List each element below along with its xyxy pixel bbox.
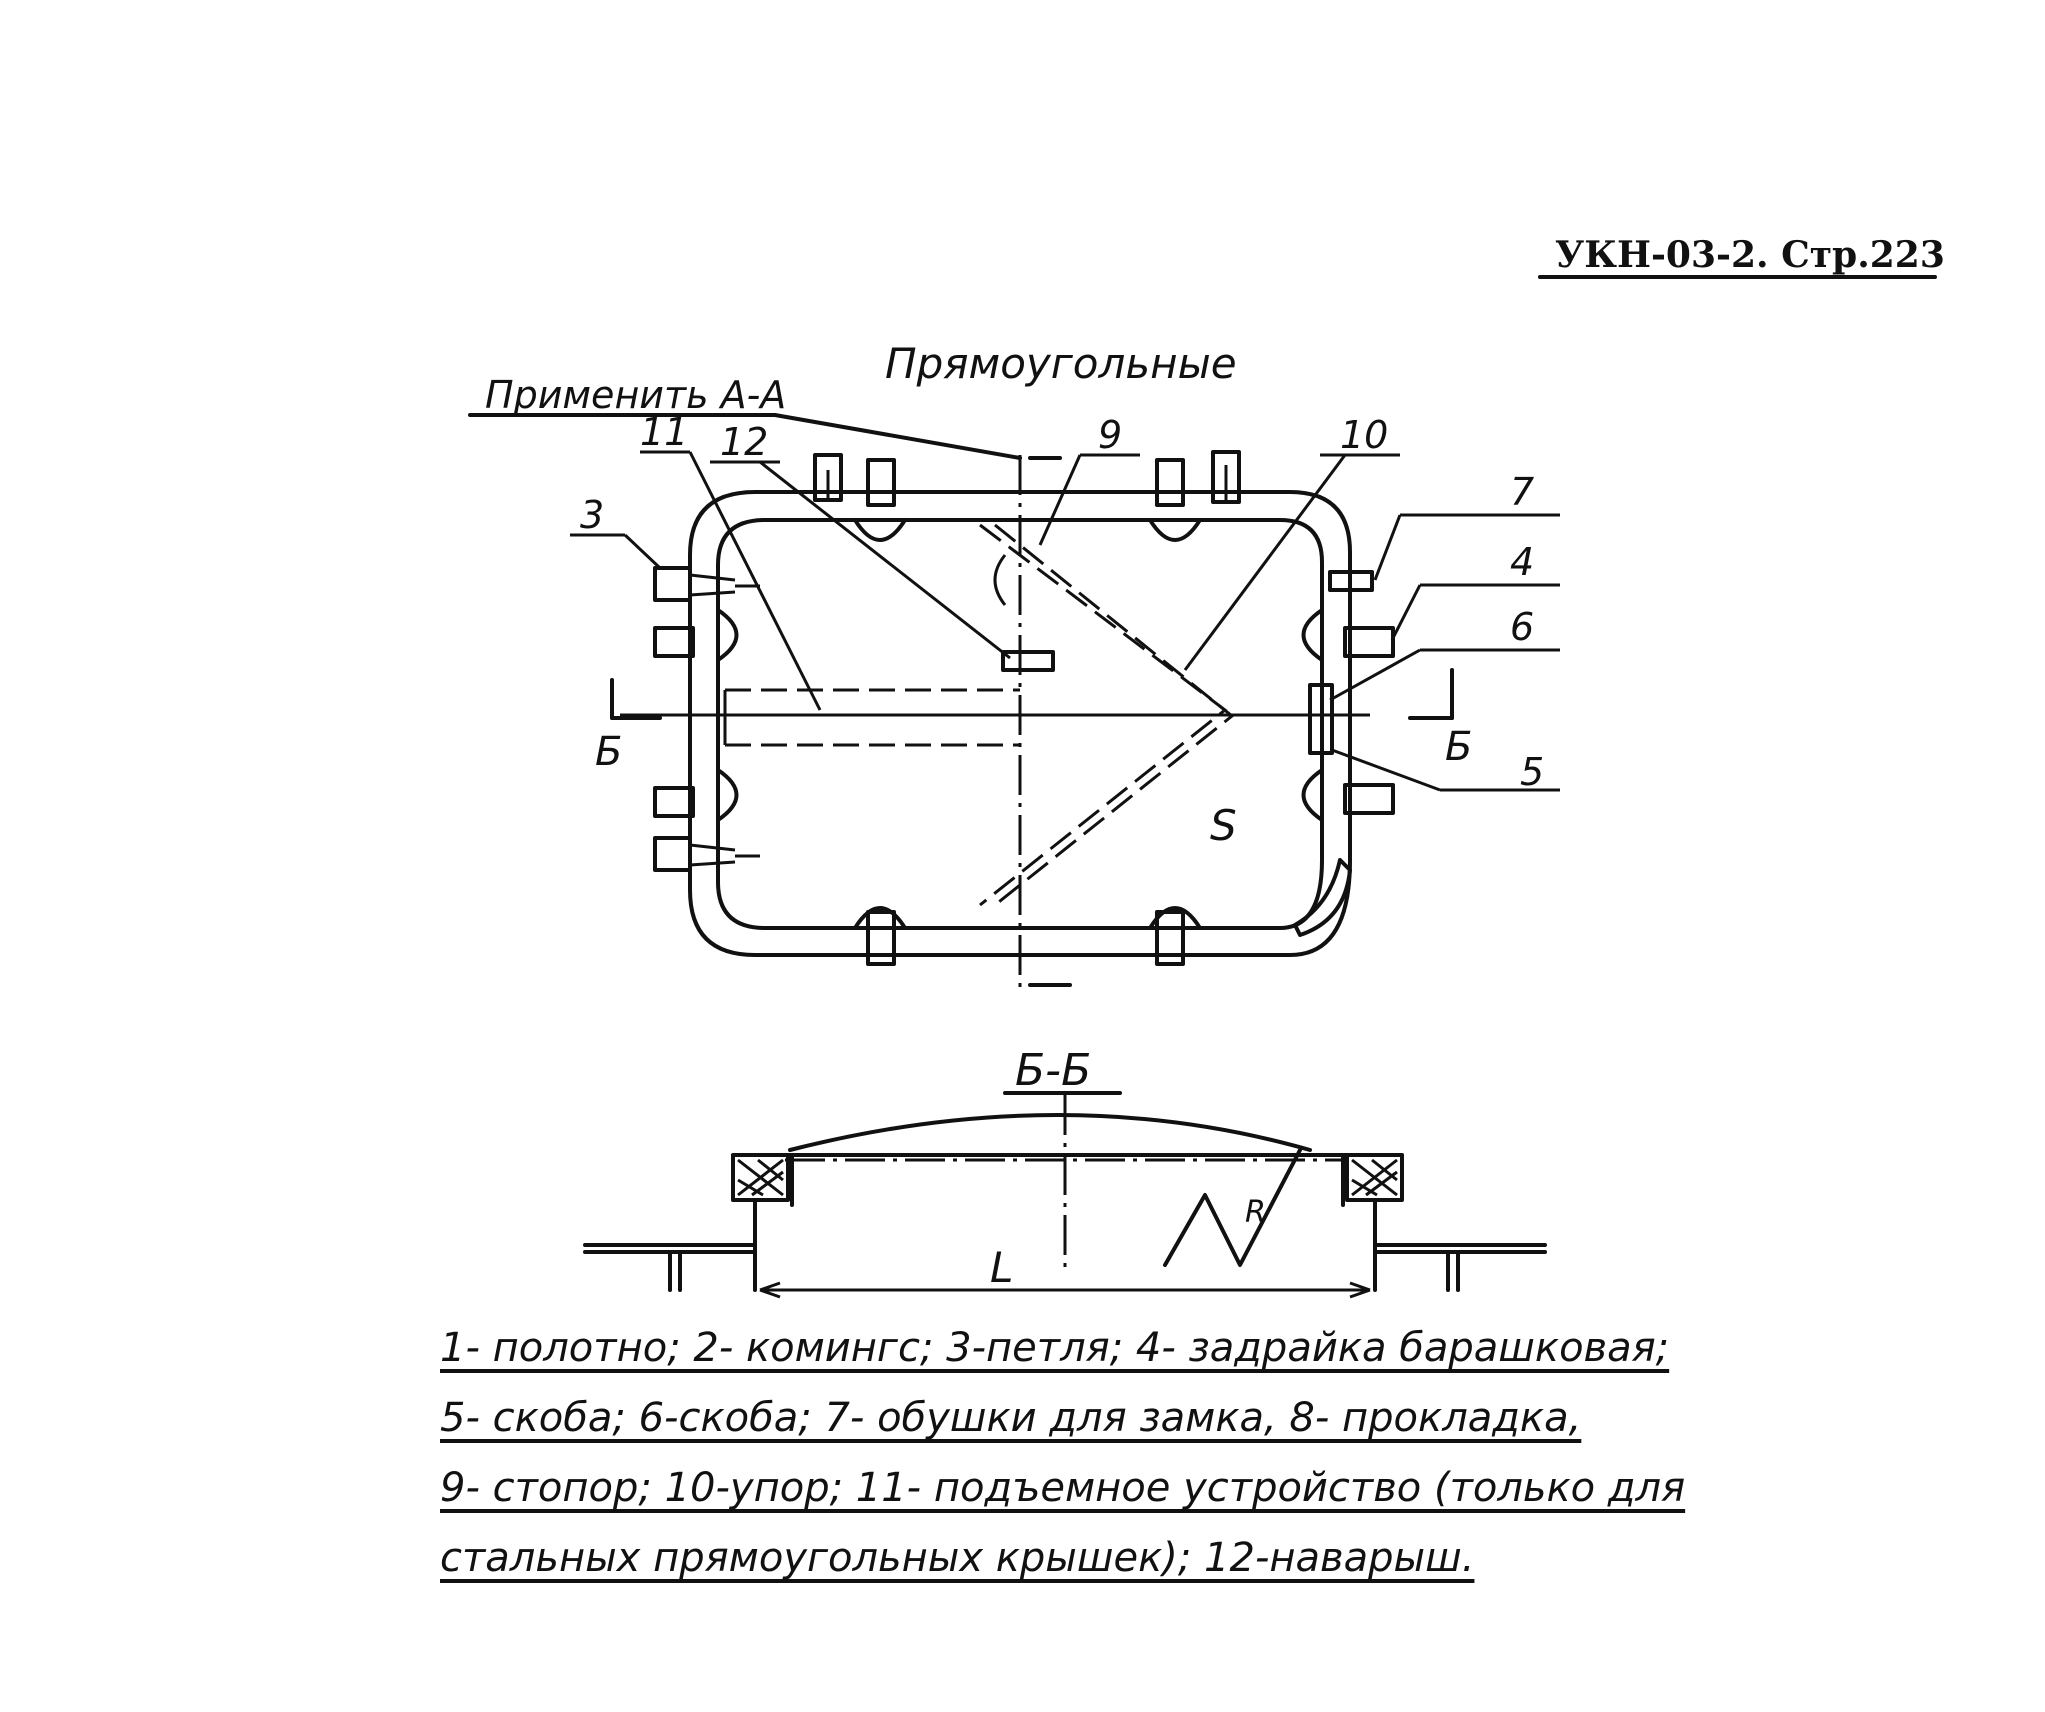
lifting-device	[725, 690, 1020, 745]
plan-view-title: Прямоугольные	[885, 339, 1237, 388]
legend-line-3: 9- стопор; 10-упор; 11- подъемное устройство (только для	[440, 1465, 1686, 1511]
apply-note-leader	[775, 415, 1020, 458]
apply-note: Применить А-А	[485, 373, 787, 417]
callout-6: 6	[1510, 605, 1535, 649]
left-fittings	[655, 568, 760, 870]
legend-line-2: 5- скоба; 6-скоба; 7- обушки для замка, 8- прокладка,	[440, 1395, 1582, 1441]
legend-line-4: стальных прямоугольных крышек); 12-наварыш.	[440, 1535, 1475, 1581]
callout-7: 7	[1510, 470, 1535, 514]
area-label: S	[1210, 801, 1237, 850]
callout-9: 9	[1098, 413, 1123, 457]
callout-12: 12	[720, 420, 769, 464]
callout-4: 4	[1510, 540, 1535, 584]
top-fittings	[815, 452, 1239, 505]
document-reference: УКН-03-2. Стр.223	[1555, 234, 1945, 276]
stopper-arc	[995, 555, 1005, 605]
callout-11: 11	[640, 410, 689, 454]
section-marker-left	[612, 680, 660, 718]
callout-10: 10	[1340, 413, 1389, 457]
section-view-drawing	[585, 1095, 1545, 1297]
section-mark-right: Б	[1445, 724, 1473, 770]
stopper-bolt	[1003, 652, 1053, 670]
dim-length: L	[990, 1243, 1014, 1292]
legend-line-1: 1- полотно; 2- комингс; 3-петля; 4- задрайка барашковая;	[440, 1325, 1670, 1371]
callout-5: 5	[1520, 750, 1545, 794]
callout-3: 3	[580, 493, 605, 537]
section-mark-left: Б	[595, 729, 623, 775]
dim-radius: R	[1245, 1195, 1266, 1230]
section-view-title: Б-Б	[1015, 1045, 1092, 1096]
section-marker-right	[1410, 670, 1452, 718]
